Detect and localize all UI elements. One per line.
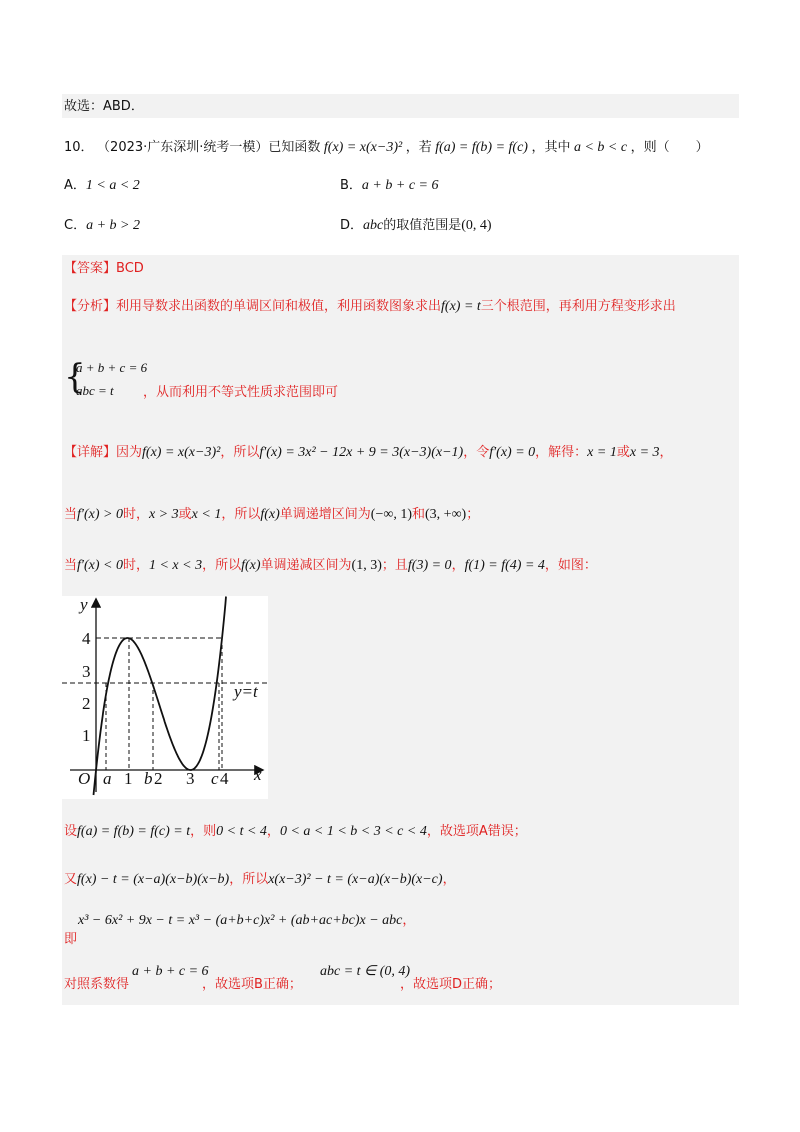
function-graph (62, 596, 268, 799)
prev-answer: 故选：ABD． (64, 99, 144, 114)
detail-line-2: 当f′(x) > 0时，x > 3或x < 1，所以f(x)单调递增区间为(−∞, 1)和(3, +∞)； (64, 507, 480, 522)
option-d[interactable]: D．abc的取值范围是(0, 4) (340, 218, 492, 233)
x-tick-4: 4 (220, 769, 229, 788)
origin-label: O (78, 769, 91, 788)
x-tick-1: 1 (124, 769, 133, 788)
x-tick-2: 2 (154, 769, 163, 788)
y-tick-3: 3 (82, 662, 91, 681)
question-function: f(x) = x(x−3)² (323, 140, 403, 155)
question-number: 10． (64, 140, 94, 155)
x-tick-b: b (144, 769, 153, 788)
answer-tag: 【答案】 (64, 261, 117, 276)
detail-line-5: 又f(x) − t = (x−a)(x−b)(x−b)，所以x(x−3)² − t = (x−a)(x−b)(x−c)， (64, 872, 456, 887)
x-axis-label: x (254, 765, 262, 784)
question-order: a < b < c (573, 140, 628, 155)
x-tick-a: a (103, 769, 112, 788)
detail-line-4: 设f(a) = f(b) = f(c) = t，则0 < t < 4，0 < a < 1 < b < 3 < c < 4，故选项A错误； (64, 824, 527, 839)
answer-line (64, 259, 144, 279)
detail-line-6-formula: x³ − 6x² + 9x − t = x³ − (a+b+c)x² + (ab+ac+bc)x − abc， (78, 913, 416, 928)
prev-answer-block (62, 94, 739, 118)
analysis-tail: ，从而利用不等式性质求范围即可 (143, 385, 339, 400)
x-tick-c: c (211, 769, 219, 788)
x-tick-3: 3 (186, 769, 195, 788)
detail-line-1: 【详解】因为f(x) = x(x−3)²，所以f′(x) = 3x² − 12x + 9 = 3(x−3)(x−1)，令f′(x) = 0，解得：x = 1或x = 3， (64, 445, 673, 460)
detail-line-7: 对照系数得 (64, 977, 130, 992)
y-tick-2: 2 (82, 694, 91, 713)
curve-label-y-t: y=t (234, 682, 258, 701)
detail-line-6-prefix: 即 (64, 932, 78, 947)
answer-value: BCD (116, 261, 144, 276)
y-tick-4: 4 (82, 629, 91, 648)
question-source: （2023·广东深圳·统考一模）已知函数 (97, 140, 321, 155)
detail-line-7-math2: abc = t ∈ (0, 4) (320, 964, 411, 979)
detail-line-3: 当f′(x) < 0时，1 < x < 3，所以f(x)单调递减区间为(1, 3)；且f(3) = 0，f(1) = f(4) = 4，如图： (64, 558, 597, 573)
analysis-line: 【分析】利用导数求出函数的单调区间和极值，利用函数图象求出f(x) = t三个根范围，再利用方程变形求出 (64, 299, 676, 314)
question-stem: 10． （2023·广东深圳·统考一模）已知函数 f(x) = x(x−3)² ，若 f(a) = f(b) = f(c) ，其中 a < b < c ，则（ ） (64, 140, 709, 155)
y-tick-1: 1 (82, 726, 91, 745)
question-condition: f(a) = f(b) = f(c) (435, 140, 528, 155)
y-axis-label: y (80, 596, 88, 614)
option-b[interactable]: B．a + b + c = 6 (340, 178, 439, 193)
analysis-tag: 【分析】 (64, 299, 117, 314)
option-a[interactable]: A．1 < a < 2 (64, 178, 140, 193)
function-graph-svg (62, 596, 268, 799)
system-brace: { (64, 357, 86, 397)
detail-line-7-math1: a + b + c = 6 (132, 964, 209, 979)
detail-line-7-b: ，故选项B正确； (202, 977, 302, 992)
detail-line-7-c: ，故选项D正确； (400, 977, 502, 992)
function-curve (94, 597, 227, 796)
option-c[interactable]: C．a + b > 2 (64, 218, 140, 233)
